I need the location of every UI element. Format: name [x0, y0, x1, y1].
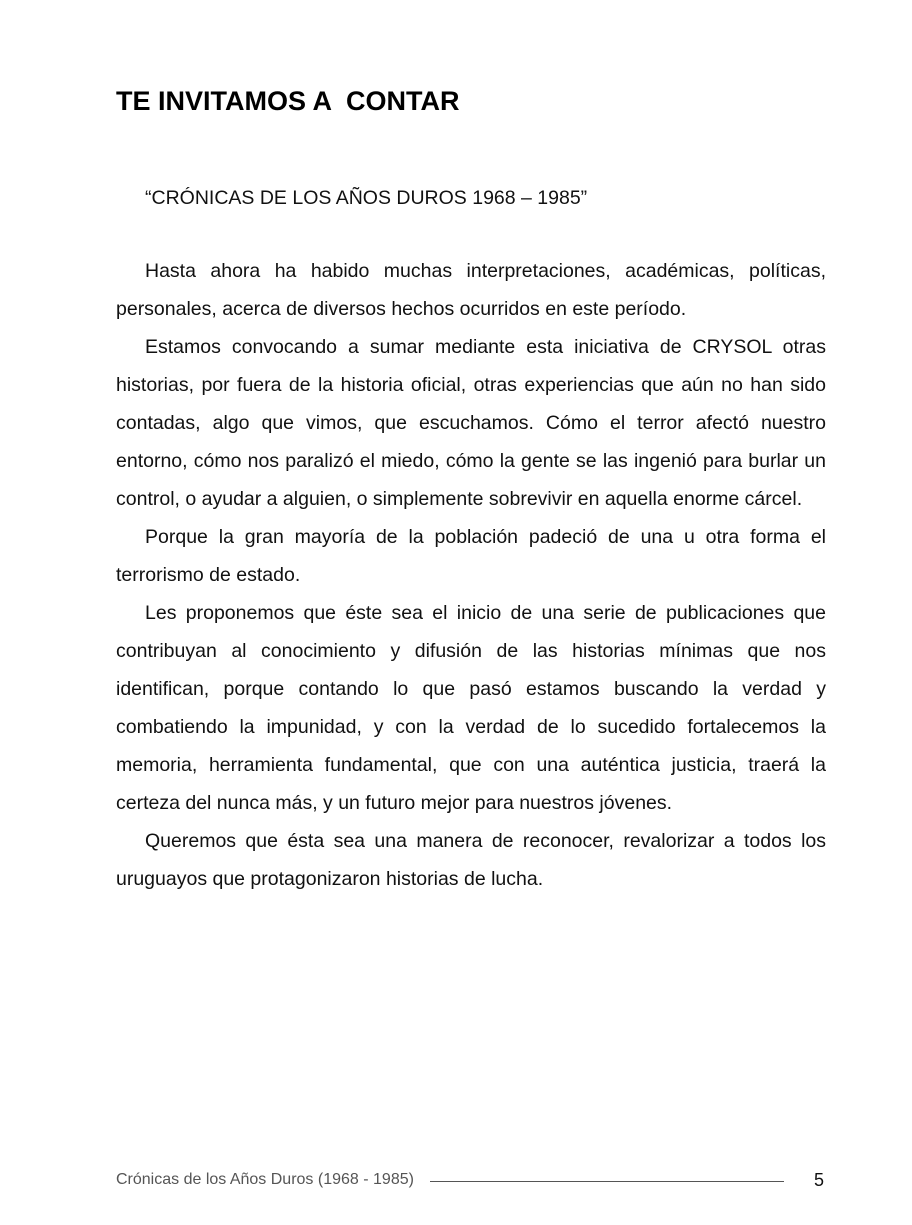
- page-number: 5: [813, 1169, 824, 1190]
- footer-running-title: Crónicas de los Años Duros (1968 - 1985): [116, 1171, 414, 1188]
- paragraph: Porque la gran mayoría de la población padeció de una u otra forma el terrorismo de estado.: [116, 526, 826, 586]
- paragraph: Les proponemos que éste sea el inicio de una serie de publicaciones que contribuyan al conocimiento y difusión de las historias mínimas que nos identifican, porque contando lo que pasó estamos buscando la verdad y combatiendo la impunidad, y con la verdad de lo sucedido fortalecemos la memoria, herramienta fundamental, que con una auténtica justicia, traerá la certeza del nunca más, y un futuro mejor para nuestros jóvenes.: [116, 602, 826, 814]
- paragraph: Hasta ahora ha habido muchas interpretaciones, académicas, políticas, personales, acerca de diversos hechos ocurridos en este período.: [116, 260, 826, 320]
- page-footer: [116, 1166, 826, 1194]
- page-title: TE INVITAMOS A CONTAR: [116, 86, 460, 116]
- body-text: [116, 252, 826, 898]
- footer-rule: [430, 1181, 784, 1182]
- paragraph: Estamos convocando a sumar mediante esta iniciativa de CRYSOL otras historias, por fuera de la historia oficial, otras experiencias que aún no han sido contadas, algo que vimos, que escuchamos. Cómo el terror afectó nuestro entorno, cómo nos paralizó el miedo, cómo la gente se las ingenió para burlar un control, o ayudar a alguien, o simplemente sobrevivir en aquella enorme cárcel.: [116, 336, 826, 510]
- subtitle: “CRÓNICAS DE LOS AÑOS DUROS 1968 – 1985”: [145, 187, 588, 209]
- paragraph: Queremos que ésta sea una manera de reconocer, revalorizar a todos los uruguayos que protagonizaron historias de lucha.: [116, 830, 826, 890]
